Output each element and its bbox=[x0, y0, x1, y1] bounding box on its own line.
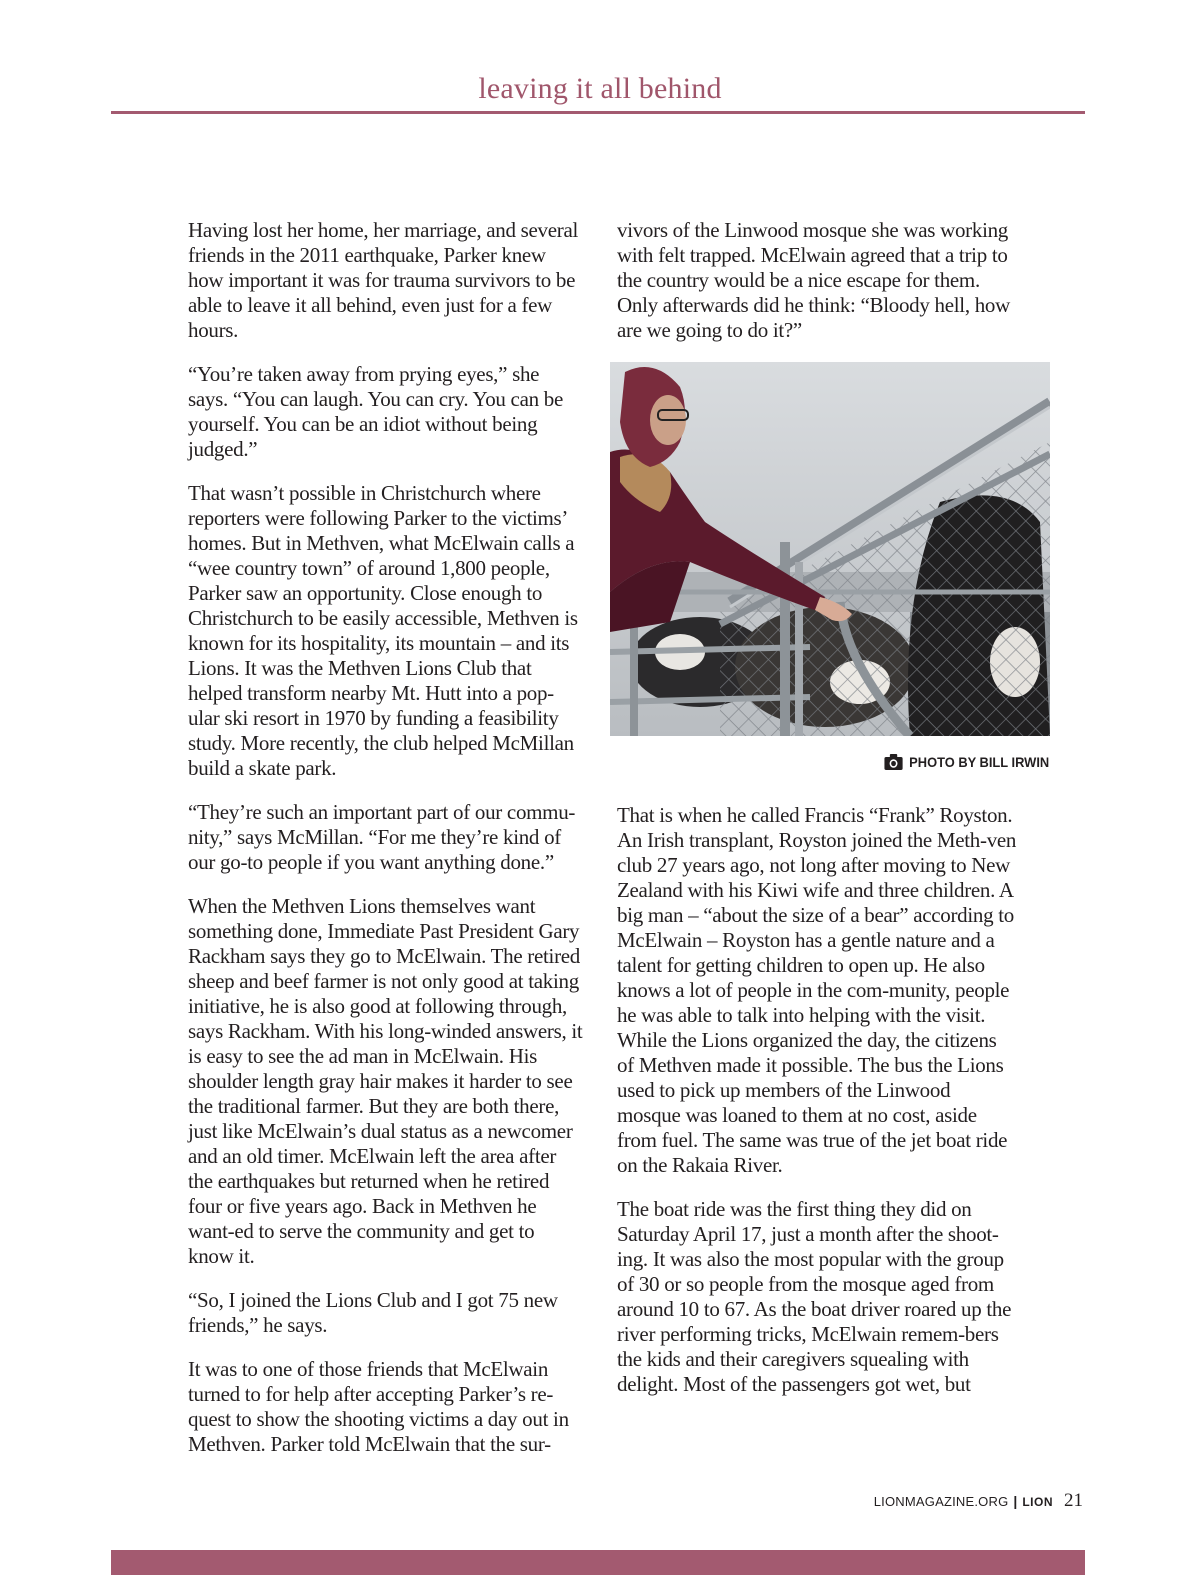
paragraph: “You’re taken away from prying eyes,” she says. “You can laugh. You can cry. You can be yourself. You can be an idiot without being judged.” bbox=[188, 362, 563, 461]
paragraph: “They’re such an important part of our commu-nity,” says McMillan. “For me they’re kind of our go-to people if you want anything done.” bbox=[188, 800, 576, 874]
photo-credit bbox=[884, 754, 1049, 770]
page-footer bbox=[874, 1490, 1083, 1512]
paragraph: It was to one of those friends that McElwain turned to for help after accepting Parker’s re-quest to show the shooting victims a day out in Methven. Parker told McElwain that the sur- bbox=[188, 1357, 569, 1456]
paragraph: The boat ride was the first thing they did on Saturday April 17, just a month after the shoot-ing. It was also the most popular with the group of 30 or so people from the mosque aged from around 10 to 67. As the boat driver roared up the river performing tricks, McElwain remem-bers the kids and their caregivers squealing with delight. Most of the passengers got wet, but bbox=[617, 1197, 1012, 1396]
paragraph: That is when he called Francis “Frank” Royston. An Irish transplant, Royston joined the Meth-ven club 27 years ago, not long after moving to New Zealand with his Kiwi wife and three children. A big man – “about the size of a bear” according to McElwain – Royston has a gentle nature and a talent for getting children to open up. He also knows a lot of people in the com-munity, people he was able to talk into helping with the visit. While the Lions organized the day, the citizens of Methven made it possible. The bus the Lions used to pick up members of the Linwood mosque was loaned to them at no cost, aside from fuel. The same was true of the jet boat ride on the Rakaia River. bbox=[617, 803, 1017, 1177]
photo-credit-text: PHOTO BY BILL IRWIN bbox=[908, 754, 1049, 770]
paragraph: vivors of the Linwood mosque she was working with felt trapped. McElwain agreed that a trip to the country would be a nice escape for them. Only afterwards did he think: “Bloody hell, how are we going to do it?” bbox=[617, 218, 1010, 342]
footer-color-band bbox=[111, 1550, 1085, 1575]
paragraph: Having lost her home, her marriage, and several friends in the 2011 earthquake, Parker knew how important it was for trauma survivors to be able to leave it all behind, even just for a few hours. bbox=[188, 218, 578, 342]
article-column-right-bottom bbox=[617, 803, 1017, 1416]
page-number: 21 bbox=[1064, 1490, 1083, 1511]
article-column-right-top bbox=[617, 218, 1017, 362]
footer-separator: | bbox=[1013, 1493, 1018, 1509]
footer-magazine-name: LION bbox=[1022, 1495, 1053, 1509]
footer-website: LIONMAGAZINE.ORG bbox=[873, 1494, 1009, 1509]
camera-icon bbox=[884, 754, 902, 770]
header-divider bbox=[111, 111, 1085, 114]
paragraph: When the Methven Lions themselves want something done, Immediate Past President Gary Rackham says they go to McElwain. The retired sheep and beef farmer is not only good at taking initiative, he is also good at following through, says Rackham. With his long-winded answers, it is easy to see the ad man in McElwain. His shoulder length gray hair makes it harder to see the traditional farmer. But they are both there, just like McElwain’s dual status as a newcomer and an old timer. McElwain left the area after the earthquakes but returned when he retired four or five years ago. Back in Methven he want-ed to serve the community and get to know it. bbox=[188, 894, 583, 1268]
article-column-left bbox=[188, 218, 583, 1476]
article-photo bbox=[610, 362, 1050, 736]
running-header: leaving it all behind bbox=[478, 72, 722, 105]
paragraph: “So, I joined the Lions Club and I got 75 new friends,” he says. bbox=[188, 1288, 558, 1337]
paragraph: That wasn’t possible in Christchurch where reporters were following Parker to the victims’ homes. But in Methven, what McElwain calls a “wee country town” of around 1,800 people, Parker saw an opportunity. Close enough to Christchurch to be easily accessible, Methven is known for its hospitality, its mountain – and its Lions. It was the Methven Lions Club that helped transform nearby Mt. Hutt into a pop-ular ski resort in 1970 by funding a feasibility study. More recently, the club helped McMillan build a skate park. bbox=[188, 481, 578, 780]
